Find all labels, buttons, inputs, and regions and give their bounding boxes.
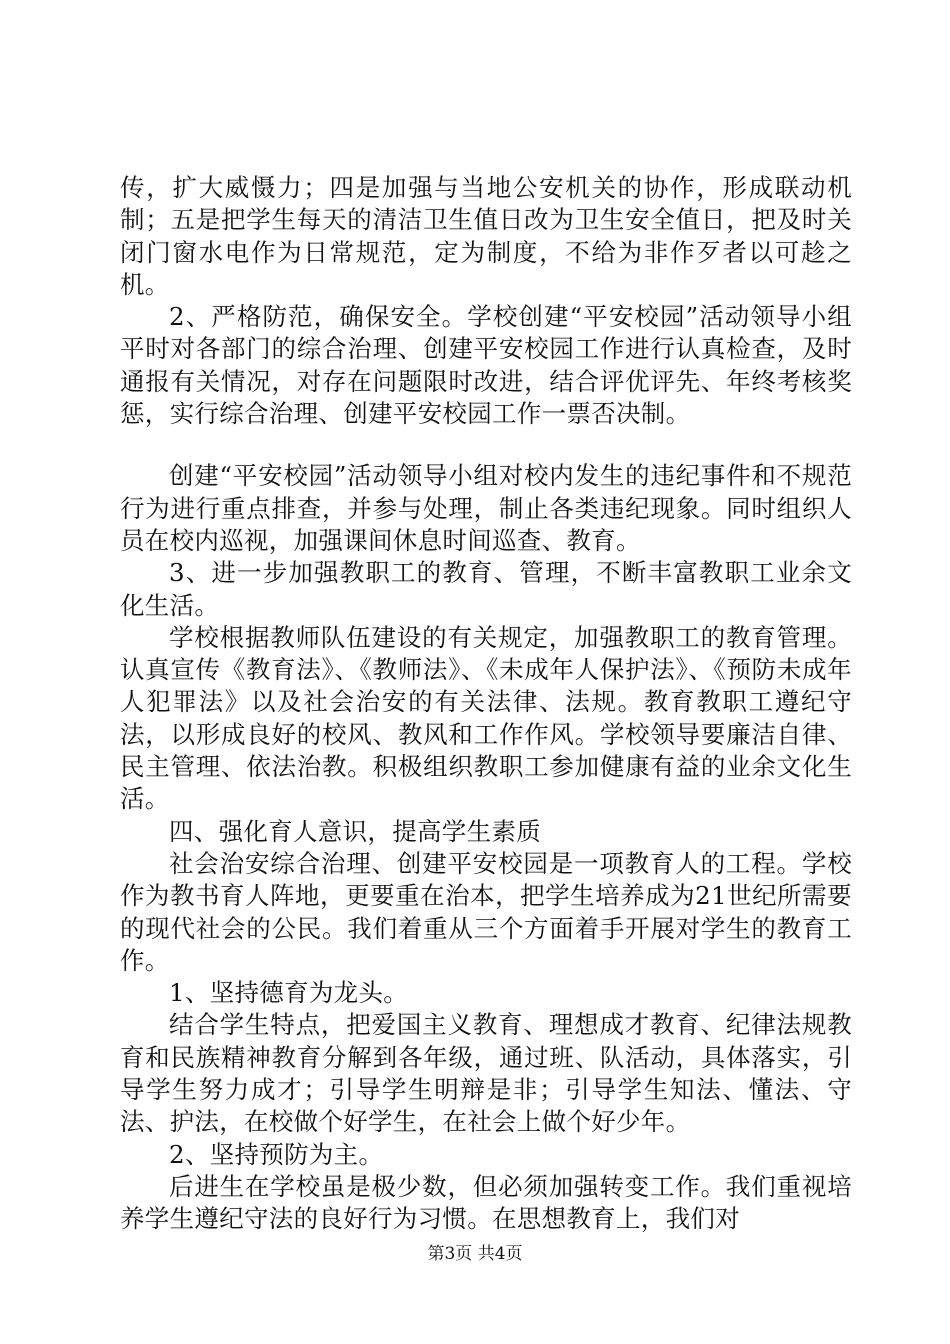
- paragraph-3: 创建“平安校园”活动领导小组对校内发生的违纪事件和不规范行为进行重点排查，并参与处理，制止各类违纪现象。同时组织人员在校内巡视，加强课间休息时间巡查、教育。: [120, 461, 852, 555]
- paragraph-5: 学校根据教师队伍建设的有关规定，加强教职工的教育管理。认真宣传《教育法》、《教师法》、《未成年人保护法》、《预防未成年人犯罪法》以及社会治安的有关法律、法规。教育教职工遵纪守法，以形成良好的校风、教风和工作作风。学校领导要廉洁自律、民主管理、依法治教。积极组织教职工参加健康有益的业余文化生活。: [120, 622, 852, 814]
- paragraph-4: 3、进一步加强教职工的教育、管理，不断丰富教职工业余文化生活。: [120, 558, 852, 620]
- subheading-1: 1、坚持德育为龙头。: [169, 978, 409, 1008]
- section-heading-4: 四、强化育人意识，提高学生素质: [169, 816, 541, 846]
- paragraph-2: 2、严格防范，确保安全。学校创建“平安校园”活动领导小组平时对各部门的综合治理、创建平安校园工作进行认真检查，及时通报有关情况，对存在问题限时改进，结合评优评先、年终考核奖惩，实行综合治理、创建平安校园工作一票否决制。: [120, 302, 852, 429]
- paragraph-7: 结合学生特点，把爱国主义教育、理想成才教育、纪律法规教育和民族精神教育分解到各年级，通过班、队活动，具体落实，引导学生努力成才；引导学生明辩是非；引导学生知法、懂法、守法、护法，在校做个好学生，在社会上做个好少年。: [120, 1010, 852, 1137]
- document-body: [120, 172, 852, 1236]
- subheading-2: 2、坚持预防为主。: [169, 1139, 384, 1169]
- paragraph-6: 社会治安综合治理、创建平安校园是一项教育人的工程。学校作为教书育人阵地，更要重在治本，把学生培养成为21世纪所需要的现代社会的公民。我们着重从三个方面着手开展对学生的教育工作。: [120, 848, 852, 975]
- paragraph-1: 传，扩大威慑力；四是加强与当地公安机关的协作，形成联动机制；五是把学生每天的清洁卫生值日改为卫生安全值日，把及时关闭门窗水电作为日常规范，定为制度，不给为非作歹者以可趁之机。: [120, 173, 852, 299]
- paragraph-8: 后进生在学校虽是极少数，但必须加强转变工作。我们重视培养学生遵纪守法的良好行为习惯。在思想教育上，我们对: [120, 1171, 852, 1234]
- page-number: 第3页 共4页: [427, 1244, 523, 1264]
